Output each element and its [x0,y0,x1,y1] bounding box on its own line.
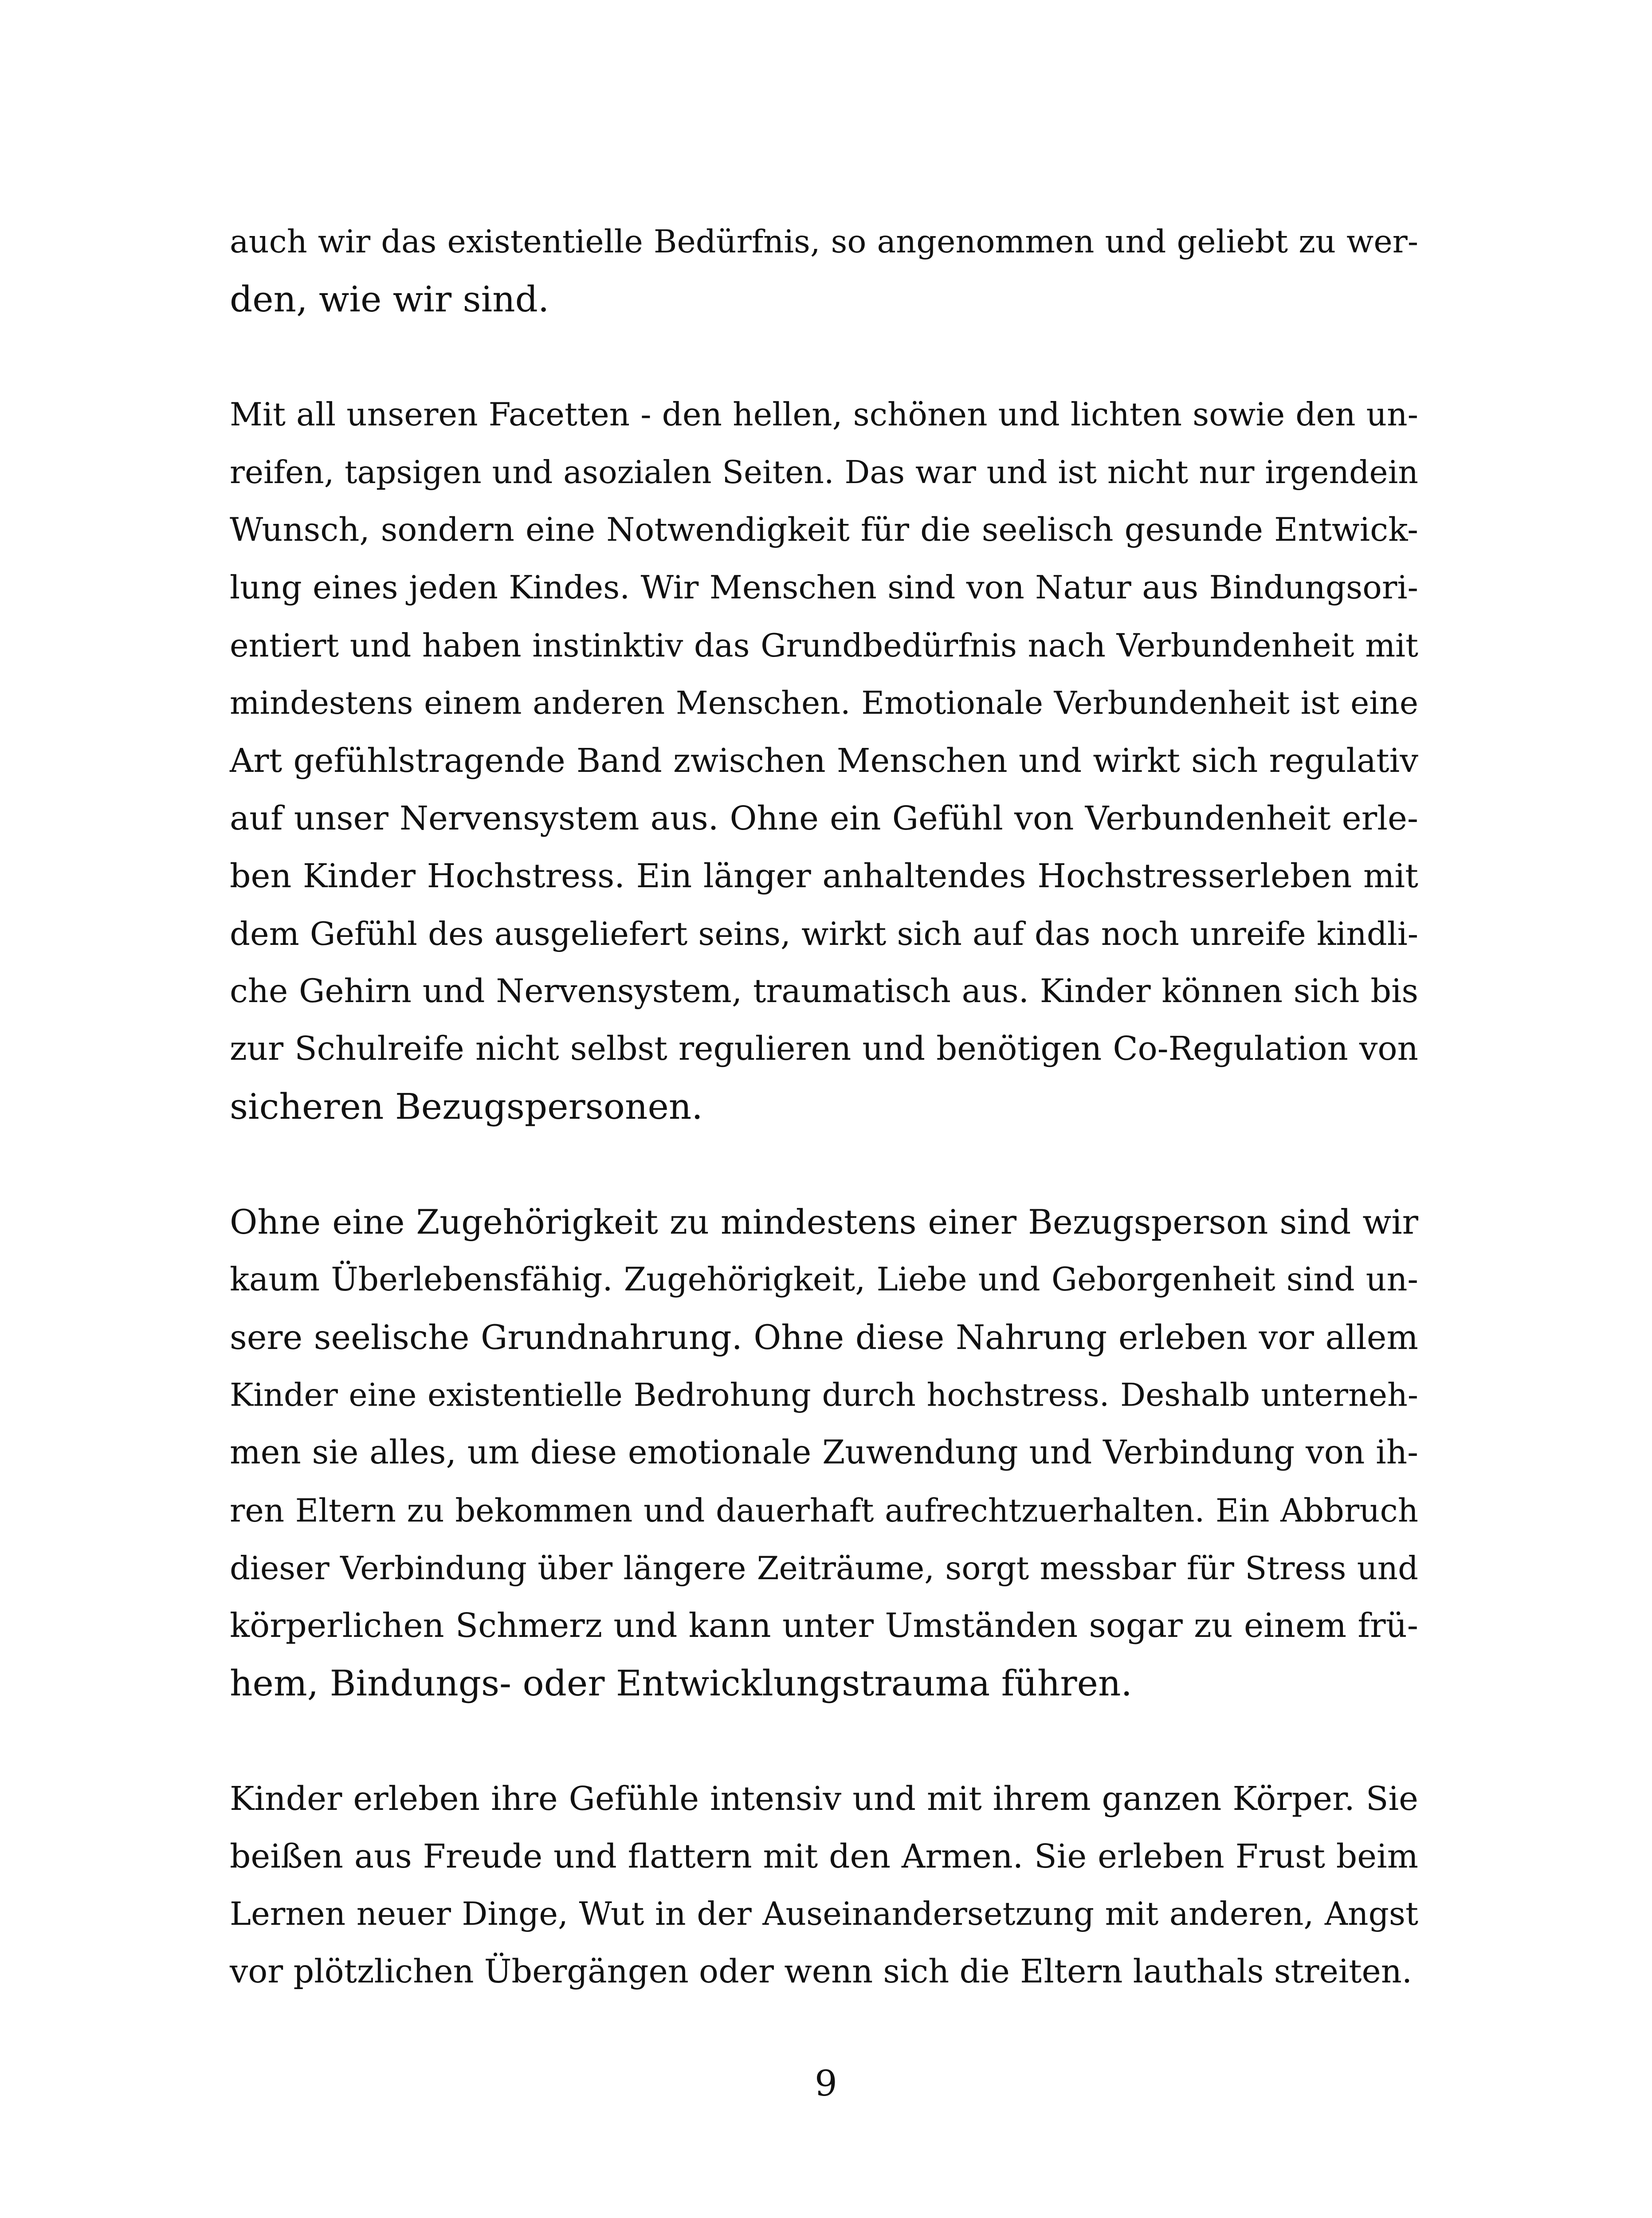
text-line: Kinder erleben ihre Gefühle intensiv und mit ihrem ganzen Körper. Sie [230,1780,1418,1818]
text-line: beißen aus Freude und flattern mit den Armen. Sie erleben Frust beim [230,1837,1418,1876]
page-number: 9 [815,2063,837,2104]
text-line: Ohne eine Zugehörigkeit zu mindestens einer Bezugsperson sind wir [230,1202,1418,1242]
text-line: men sie alles, um diese emotionale Zuwendung und Verbindung von ih- [230,1434,1418,1471]
text-line: reifen, tapsigen und asozialen Seiten. Das war und ist nicht nur irgendein [230,454,1418,491]
text-line: auf unser Nervensystem aus. Ohne ein Gefühl von Verbundenheit erle- [230,799,1418,838]
paragraph [230,386,1418,1136]
text-line: lung eines jeden Kindes. Wir Menschen sind von Natur aus Bindungsori- [230,569,1418,606]
text-line: Mit all unseren Facetten - den hellen, schönen und lichten sowie den un- [230,396,1418,433]
text-line: entiert und haben instinktiv das Grundbedürfnis nach Verbundenheit mit [230,627,1418,664]
body-text [230,213,1418,2058]
text-line: hem, Bindungs- oder Entwicklungstrauma führen. [230,1663,1132,1704]
text-line: auch wir das existentielle Bedürfnis, so angenommen und geliebt zu wer- [230,223,1418,260]
text-line: den, wie wir sind. [230,279,549,320]
text-line: vor plötzlichen Übergängen oder wenn sich die Eltern lauthals streiten. [230,1953,1413,1990]
text-line: sere seelische Grundnahrung. Ohne diese Nahrung erleben vor allem [230,1318,1418,1357]
paragraph [230,213,1418,328]
text-line: dem Gefühl des ausgeliefert seins, wirkt sich auf das noch unreife kindli- [230,915,1418,952]
text-line: Art gefühlstragende Band zwischen Menschen und wirkt sich regulativ [230,742,1418,780]
text-line: kaum Überlebensfähig. Zugehörigkeit, Liebe und Geborgenheit sind un- [230,1261,1418,1298]
paragraph [230,1193,1418,1712]
text-line: Wunsch, sondern eine Notwendigkeit für die seelisch gesunde Entwick- [230,511,1418,549]
text-line: ben Kinder Hochstress. Ein länger anhaltendes Hochstresserleben mit [230,857,1418,895]
text-line: dieser Verbindung über längere Zeiträume, sorgt messbar für Stress und [230,1549,1418,1587]
text-line: Kinder eine existentielle Bedrohung durch hochstress. Deshalb unterneh- [230,1376,1418,1413]
text-line: zur Schulreife nicht selbst regulieren und benötigen Co-Regulation von [230,1030,1418,1068]
text-line: Lernen neuer Dinge, Wut in der Auseinandersetzung mit anderen, Angst [230,1896,1418,1933]
text-line: ren Eltern zu bekommen und dauerhaft aufrechtzuerhalten. Ein Abbruch [230,1492,1418,1529]
paragraph [230,1770,1418,2001]
text-line: mindestens einem anderen Menschen. Emotionale Verbundenheit ist eine [230,684,1418,721]
text-line: sicheren Bezugspersonen. [230,1086,703,1127]
text-line: che Gehirn und Nervensystem, traumatisch aus. Kinder können sich bis [230,972,1418,1010]
text-line: körperlichen Schmerz und kann unter Umständen sogar zu einem frü- [230,1606,1418,1645]
